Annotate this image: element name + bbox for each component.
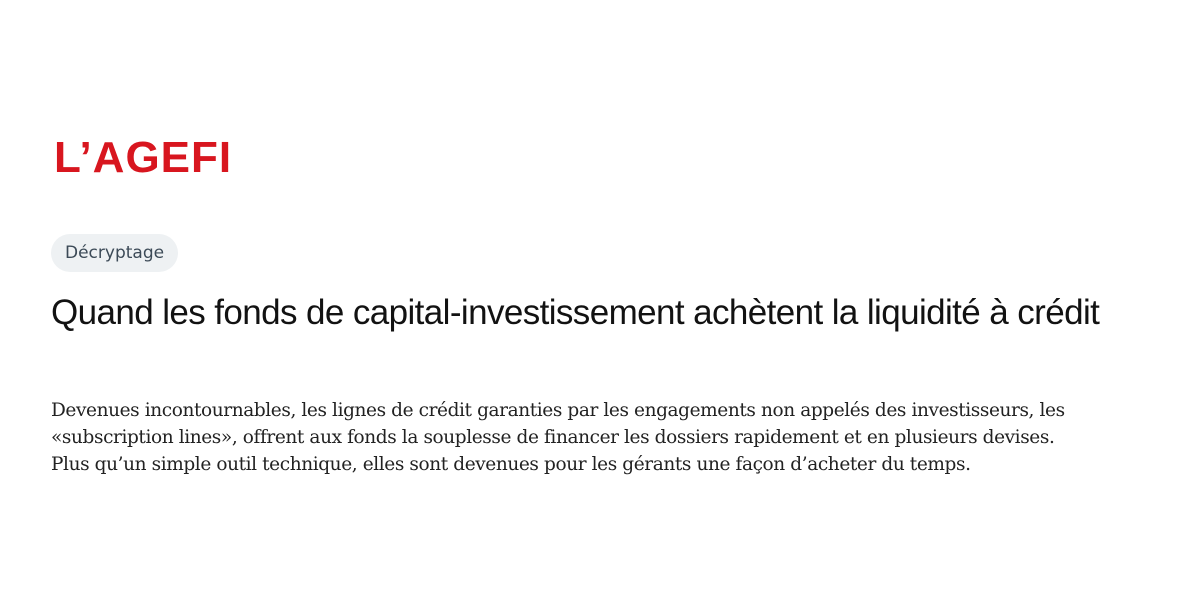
agefi-logo[interactable]: L’AGEFI: [54, 133, 233, 182]
article-title[interactable]: Quand les fonds de capital-investissement achètent la liquidité à crédit: [51, 293, 1100, 332]
article-lead: Devenues incontournables, les lignes de crédit garanties par les engagements non appelés des investisseurs, les «subscription lines», offrent aux fonds la souplesse de financer les dossiers rapidement et en plusieurs devises. Plus qu’un simple outil technique, elles sont devenues pour les gérants une façon d’acheter du temps.: [51, 400, 1065, 475]
category-badge[interactable]: Décryptage: [51, 234, 178, 272]
